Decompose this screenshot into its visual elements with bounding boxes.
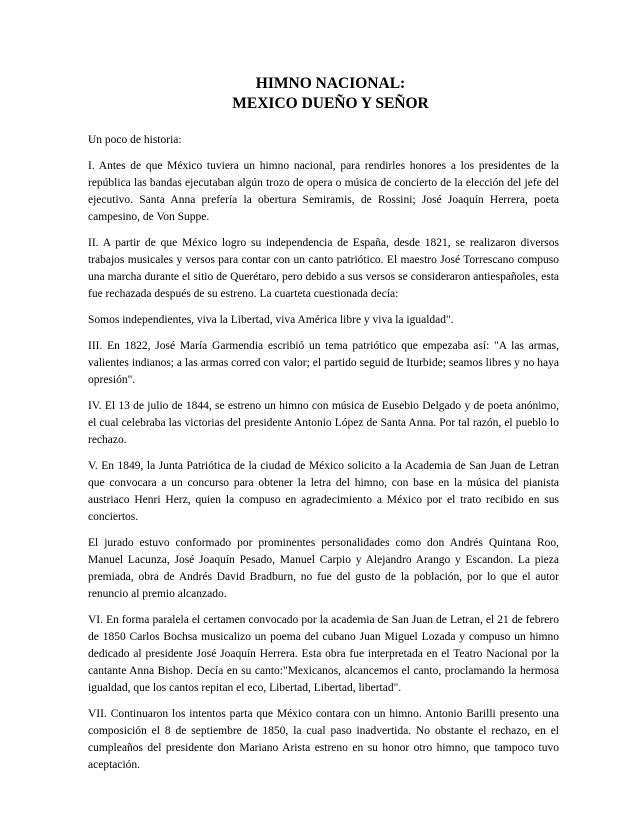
paragraph-5: IV. El 13 de julio de 1844, se estreno un himno con música de Eusebio Delgado y de poeta anónimo, el cual celebraba las victorias del presidente Antonio López de Santa Anna. Por tal razón, el pueblo lo rechazo. [88, 400, 559, 446]
paragraph-2: II. A partir de que México logro su independencia de España, desde 1821, se realizaron diversos trabajos musicales y versos para contar con un canto patriótico. El maestro José Torrescano compuso una marcha durante el sitio de Querétaro, pero debido a sus versos se consideraron antiespañoles, esta fue rechazada después de su estreno. La cuarteta cuestionada decía: [88, 237, 559, 300]
paragraph-7: El jurado estuvo conformado por prominentes personalidades como don Andrés Quintana Roo, Manuel Lacunza, José Joaquín Pesado, Manuel Carpio y Alejandro Arango y Escandon. La pieza premiada, obra de Andrés David Bradburn, no fue del gusto de la población, por lo que el autor renuncio al premio alcanzado. [88, 537, 559, 600]
intro-text: Un poco de historia: [88, 134, 182, 146]
document-title [88, 74, 559, 114]
paragraph-1: I. Antes de que México tuviera un himno nacional, para rendirles honores a los presidentes de la república las bandas ejecutaban algún trozo de opera o música de concierto de la elección del jefe del ejecutivo. Santa Anna prefería la obertura Semiramis, de Rossini; José Joaquín Herrera, poeta campesino, de Von Suppe. [88, 160, 559, 223]
paragraph-3: Somos independientes, viva la Libertad, viva América libre y viva la igualdad". [88, 314, 454, 326]
title-line-2: MEXICO DUEÑO Y SEÑOR [232, 95, 429, 112]
paragraph-9: VII. Continuaron los intentos parta que México contara con un himno. Antonio Barilli presento una composición el 8 de septiembre de 1850, la cual paso inadvertida. No obstante el rechazo, en el cumpleaños del presidente don Mariano Arista estreno en su honor otro himno, que tampoco tuvo aceptación. [88, 708, 559, 771]
paragraph-4: III. En 1822, José María Garmendia escribió un tema patriótico que empezaba así: "A las armas, valientes indianos; a las armas corred con valor; el partido seguid de Iturbide; seamos libres y no haya opresión". [88, 340, 559, 386]
paragraph-8: VI. En forma paralela el certamen convocado por la academia de San Juan de Letran, el 21 de febrero de 1850 Carlos Bochsa musicalizo un poema del cubano Juan Miguel Lozada y compuso un himno dedicado al presidente José Joaquín Herrera. Esta obra fue interpretada en el Teatro Nacional por la cantante Anna Bishop. Decía en su canto:"Mexicanos, alcancemos el canto, proclamando la hermosa igualdad, que los cantos repitan el eco, Libertad, Libertad, libertad". [88, 614, 559, 694]
paragraph-6: V. En 1849, la Junta Patriótica de la ciudad de México solicito a la Academia de San Juan de Letran que convocara a un concurso para obtener la letra del himno, con base en la música del pianista austriaco Henri Herz, quien la compuso en agradecimiento a México por el trato recibido en sus conciertos. [88, 460, 559, 523]
title-line-1: HIMNO NACIONAL: [255, 75, 406, 92]
